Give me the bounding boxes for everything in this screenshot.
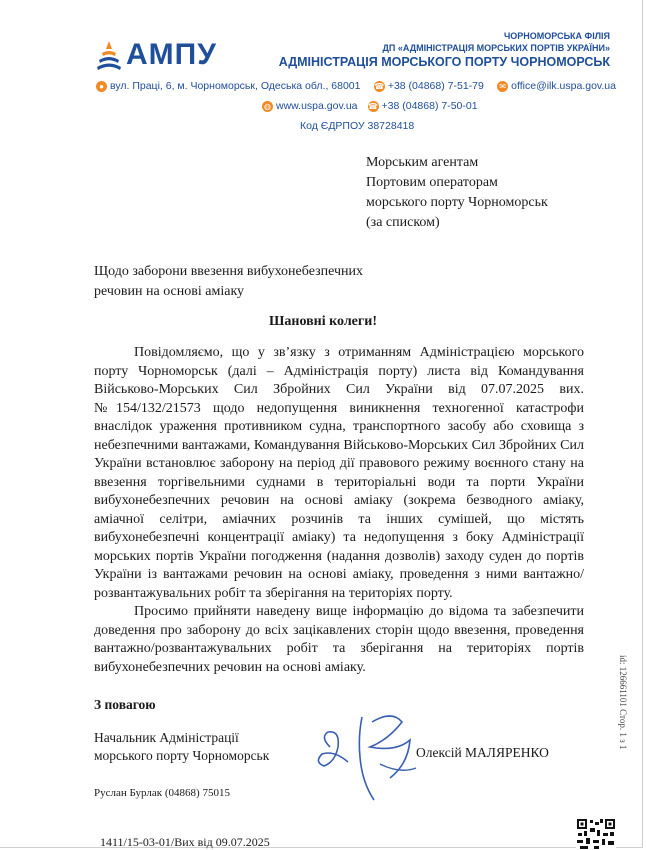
executor-info: Руслан Бурлак (04868) 75015 — [94, 787, 230, 799]
addressee-line: Морським агентам — [366, 155, 479, 170]
address — [96, 80, 361, 92]
organization-name — [279, 30, 610, 70]
subject-line-2: речовин на основі аміаку — [94, 284, 245, 299]
email-text: office@ilk.uspa.gov.ua — [511, 80, 616, 92]
document-side-mark: id: 126661101 Стор. 1 з 1 — [618, 655, 628, 750]
phone-2-text: +38 (04868) 7-50-01 — [381, 100, 478, 112]
subject-line-1: Щодо заборони ввезення вибухонебезпечних — [94, 264, 363, 279]
letter-body — [94, 344, 584, 677]
greeting: Шановні колеги! — [269, 314, 377, 329]
ampu-logo-mark-icon — [96, 39, 122, 71]
body-paragraph-1: Повідомляємо, що у зв’язку з отриманням Адміністрацією морського порту Чорноморськ (далі – Адміністрація порту) листа від Командування Військово-Морських Сил Збройних Сил України від 07.07.2025 вих. №154/132/21573 щодо недопущення виникнення техногенної катастрофи внаслідок ураження противником судна, транспортного засобу або сховища з небезпечними вантажами, Командування Військово-Морських Сил Збройних Сил України встановлює заборону на період дії правового режиму воєнного стану на ввезення торгівельними суднами в територіальні води та порти України вибухонебезпечних речовин на основі аміаку (зокрема безводного аміаку, аміачної селітри, аміачних розчинів та інших сумішей, що містять вибухонебезпечні концентрації аміаку) та недопущення з боку Адміністрації морських портів України погодження (надання дозволів) заходу суден до портів України із вантажами речовин на основі аміаку, проведення з ними вантажно/розвантажувальних робіт та зберігання на територіях порту. — [94, 345, 584, 601]
phone-icon: ☎ — [374, 81, 385, 91]
website-text: www.uspa.gov.ua — [276, 100, 358, 112]
org-enterprise: ДП «АДМІНІСТРАЦІЯ МОРСЬКИХ ПОРТІВ УКРАЇНИ» — [382, 43, 610, 53]
contacts-row-1 — [96, 80, 616, 92]
body-paragraph-2: Просимо прийняти наведену вище інформацію до відома та забезпечити доведення про заборону до всіх зацікавлених сторін щодо ввезення, проведення вантажно/розвантажувальних робіт та зберігання на територіях портів вибухонебезпечних речовин на основі аміаку. — [94, 604, 584, 675]
ampu-logo — [96, 38, 217, 72]
phone-2 — [368, 100, 478, 112]
signatory-name: Олексій МАЛЯРЕНКО — [416, 745, 549, 760]
signatory-title-line-2: морського порту Чорноморськ — [94, 748, 270, 763]
signatory-title — [94, 729, 269, 765]
logo-text: АМПУ — [126, 38, 217, 71]
address-text: вул. Праці, 6, м. Чорноморськ, Одеська обл., 68001 — [110, 80, 361, 92]
registration-number: 1411/15-03-01/Вих від 09.07.2025 — [100, 835, 270, 849]
edrpou-code: Код ЄДРПОУ 38728418 — [300, 120, 415, 132]
phone-1-text: +38 (04868) 7-51-79 — [387, 80, 484, 92]
regards: З повагою — [94, 697, 156, 712]
signatory-title-line-1: Начальник Адміністрації — [94, 730, 239, 745]
addressee-line: Портовим операторам — [366, 175, 498, 190]
email — [497, 80, 616, 92]
website — [262, 100, 358, 112]
email-icon: ✉ — [497, 81, 508, 92]
qr-code-icon — [576, 818, 616, 849]
org-administration: АДМІНІСТРАЦІЯ МОРСЬКОГО ПОРТУ ЧОРНОМОРСЬК — [278, 55, 610, 69]
phone-icon: ☎ — [368, 101, 379, 111]
contacts-row-2 — [262, 100, 522, 112]
addressee-line: морського порту Чорноморськ — [366, 195, 548, 210]
addressee-line: (за списком) — [366, 215, 440, 230]
location-pin-icon: ● — [96, 81, 107, 92]
addressee-block — [366, 153, 548, 233]
phone-1 — [374, 80, 484, 92]
subject-line — [94, 262, 363, 302]
org-branch: ЧОРНОМОРСЬКА ФІЛІЯ — [503, 31, 610, 41]
globe-icon: ◍ — [262, 101, 273, 112]
